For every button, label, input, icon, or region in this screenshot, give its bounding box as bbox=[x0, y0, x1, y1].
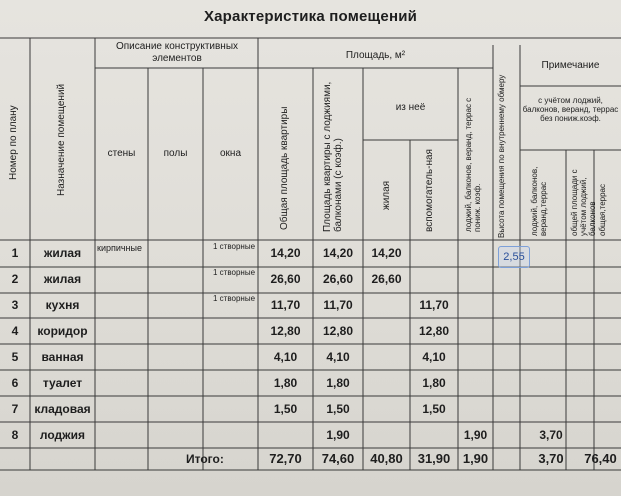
row-1-walls: кирпичные bbox=[97, 243, 143, 253]
row-8-loggia: 1,90 bbox=[463, 428, 488, 442]
row-8-note1: 3,70 bbox=[539, 428, 563, 442]
header-walls: стены bbox=[107, 148, 136, 159]
row-3-aux: 11,70 bbox=[419, 298, 449, 312]
row-3-windows: 1 створные bbox=[213, 294, 256, 303]
header-area-with-loggias: Площадь квартиры с лоджиями, балконами (с коэф.) bbox=[322, 81, 344, 232]
totals-living: 40,80 bbox=[370, 451, 403, 466]
row-3-with-loggia: 11,70 bbox=[323, 298, 353, 312]
row-4-with-loggia: 12,80 bbox=[322, 324, 354, 338]
totals-with-loggia: 74,60 bbox=[321, 451, 355, 466]
row-6-with-loggia: 1,80 bbox=[326, 376, 350, 390]
row-1-total: 14,20 bbox=[270, 246, 301, 260]
header-of-which: из неё bbox=[395, 102, 426, 113]
header-windows: окна bbox=[219, 148, 242, 159]
row-5-no: 5 bbox=[11, 350, 19, 364]
row-8-with-loggia: 1,90 bbox=[326, 428, 350, 442]
row-5-aux: 4,10 bbox=[422, 350, 446, 364]
row-3-name: кухня bbox=[45, 298, 80, 312]
row-7-no: 7 bbox=[11, 402, 19, 416]
header-area-group: Площадь, м² bbox=[345, 50, 406, 61]
row-4-name: коридор bbox=[37, 324, 88, 338]
header-note-sub: с учётом лоджий, балконов, веранд, террас без пониж.коэф. bbox=[522, 96, 619, 123]
row-5-name: ванная bbox=[41, 350, 84, 364]
row-1-with-loggia: 14,20 bbox=[322, 246, 354, 260]
row-1-name: жилая bbox=[43, 246, 82, 260]
row-1-height: 2,55 bbox=[498, 246, 530, 268]
header-loggias-coef: лоджий, балконов, веранд, террас с пониж. коэф. bbox=[464, 97, 482, 232]
row-7-aux: 1,50 bbox=[422, 402, 446, 416]
row-1-living: 14,20 bbox=[371, 246, 402, 260]
totals-note2: 76,40 bbox=[584, 451, 617, 466]
row-6-aux: 1,80 bbox=[422, 376, 446, 390]
row-7-with-loggia: 1,50 bbox=[326, 402, 350, 416]
row-1-no: 1 bbox=[11, 246, 19, 260]
row-1-windows: 1 створные bbox=[213, 242, 256, 251]
totals-aux: 31,90 bbox=[417, 451, 451, 466]
totals-note1: 3,70 bbox=[538, 451, 564, 466]
row-5-with-loggia: 4,10 bbox=[326, 350, 350, 364]
header-note-group: Примечание bbox=[541, 60, 600, 71]
row-4-aux: 12,80 bbox=[418, 324, 450, 338]
header-total-flat-area: Общая площадь квартиры bbox=[279, 106, 290, 230]
header-room-purpose: Назначение помещений bbox=[56, 83, 67, 196]
row-2-total: 26,60 bbox=[270, 272, 301, 286]
header-living: жилая bbox=[381, 180, 392, 210]
row-2-windows: 1 створные bbox=[213, 268, 256, 277]
header-room-no: Номер по плану bbox=[8, 105, 19, 180]
totals-label: Итого: bbox=[186, 452, 224, 466]
document-title: Характеристика помещений bbox=[203, 8, 418, 25]
row-7-name: кладовая bbox=[34, 402, 91, 416]
row-2-no: 2 bbox=[11, 272, 19, 286]
header-note-col2: общей площади с учётом лоджий, балконов bbox=[570, 169, 597, 236]
totals-total: 72,70 bbox=[269, 451, 302, 466]
header-note-col1: лоджий, балконов, веранд,террас bbox=[530, 166, 548, 236]
header-construct-group: Описание конструктивных элементов bbox=[115, 41, 239, 64]
row-5-total: 4,10 bbox=[273, 350, 298, 364]
row-8-no: 8 bbox=[11, 428, 19, 442]
row-8-name: лоджия bbox=[39, 428, 86, 442]
row-2-living: 26,60 bbox=[371, 272, 402, 286]
row-6-name: туалет bbox=[42, 376, 83, 390]
header-height: Высота помещения по внутреннему обмеру bbox=[497, 74, 506, 238]
row-2-name: жилая bbox=[43, 272, 82, 286]
row-2-with-loggia: 26,60 bbox=[322, 272, 354, 286]
header-note-col3: общая,террас bbox=[598, 184, 607, 236]
row-6-no: 6 bbox=[11, 376, 19, 390]
row-6-total: 1,80 bbox=[273, 376, 298, 390]
totals-loggia: 1,90 bbox=[462, 451, 489, 466]
header-floors: полы bbox=[163, 148, 188, 159]
row-4-total: 12,80 bbox=[270, 324, 301, 338]
header-auxiliary: вспомогатель-ная bbox=[424, 149, 435, 232]
row-3-total: 11,70 bbox=[270, 298, 301, 312]
row-4-no: 4 bbox=[11, 324, 19, 338]
row-7-total: 1,50 bbox=[273, 402, 298, 416]
row-3-no: 3 bbox=[11, 298, 19, 312]
